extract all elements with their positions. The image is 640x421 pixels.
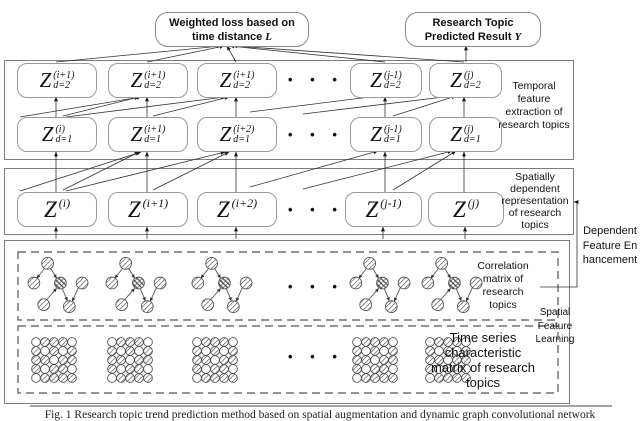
ellipsis-d2-row: • • • [288, 72, 344, 87]
ts-matrix-3 [191, 336, 239, 384]
node-z-d1-2: Z (i+1) d=1 [108, 117, 188, 152]
correlation-label: Correlation matrix of research topics [477, 260, 529, 311]
node-z-d2-5: Z (j) d=2 [429, 63, 502, 98]
correlation-graph-1 [26, 253, 89, 317]
node-z-rep-4: Z (j-1) [345, 192, 422, 227]
enhancement-label: Dependent Feature Enhancement [582, 225, 638, 266]
node-z-d1-5: Z (j) d=1 [429, 117, 502, 152]
node-z-d2-4: Z (j-1) d=2 [350, 63, 422, 98]
timeseries-label: Time series characteristic matrix of research topics [430, 330, 536, 390]
node-z-rep-2: Z (i+1) [108, 192, 188, 227]
spatial-learning-label: Spatial Feature Learning [535, 307, 575, 345]
ellipsis-correlation-row: • • • [288, 279, 344, 294]
ts-matrix-2 [106, 336, 154, 384]
correlation-graph-4 [348, 253, 411, 317]
ts-matrix-1 [30, 336, 78, 384]
ts-matrix-4 [351, 336, 399, 384]
predicted-result-label: Research Topic Predicted Result Y [424, 16, 522, 43]
ellipsis-rep-row: • • • [288, 202, 344, 217]
node-z-d2-1: Z (i+1) d=2 [17, 63, 97, 98]
node-z-d2-3: Z (i+1) d=2 [197, 63, 277, 98]
weighted-loss-box [155, 12, 309, 47]
node-z-d1-4: Z (j-1) d=1 [350, 117, 422, 152]
spatial-rep-side-label: Spatially dependent representation of research topics [501, 171, 569, 231]
predicted-result-box [405, 12, 541, 47]
node-z-rep-3: Z (i+2) [197, 192, 277, 227]
ellipsis-d1-row: • • • [288, 127, 344, 142]
temporal-side-label: Temporal feature extraction of research topics [498, 80, 570, 131]
node-z-rep-1: Z (i) [17, 192, 97, 227]
correlation-graph-3 [190, 253, 253, 317]
ellipsis-matrix-row: • • • [288, 349, 344, 364]
figure-caption: Fig. 1 Research topic trend prediction method based on spatial augmentation and dynamic graph convolutional network [44, 409, 596, 421]
correlation-graph-2 [104, 253, 167, 317]
node-z-rep-5: Z (j) [428, 192, 504, 227]
weighted-loss-label: Weighted loss based on time distance L [169, 16, 295, 43]
node-z-d1-1: Z (i) d=1 [17, 117, 97, 152]
node-z-d2-2: Z (i+1) d=2 [108, 63, 188, 98]
node-z-d1-3: Z (i+2) d=1 [197, 117, 277, 152]
